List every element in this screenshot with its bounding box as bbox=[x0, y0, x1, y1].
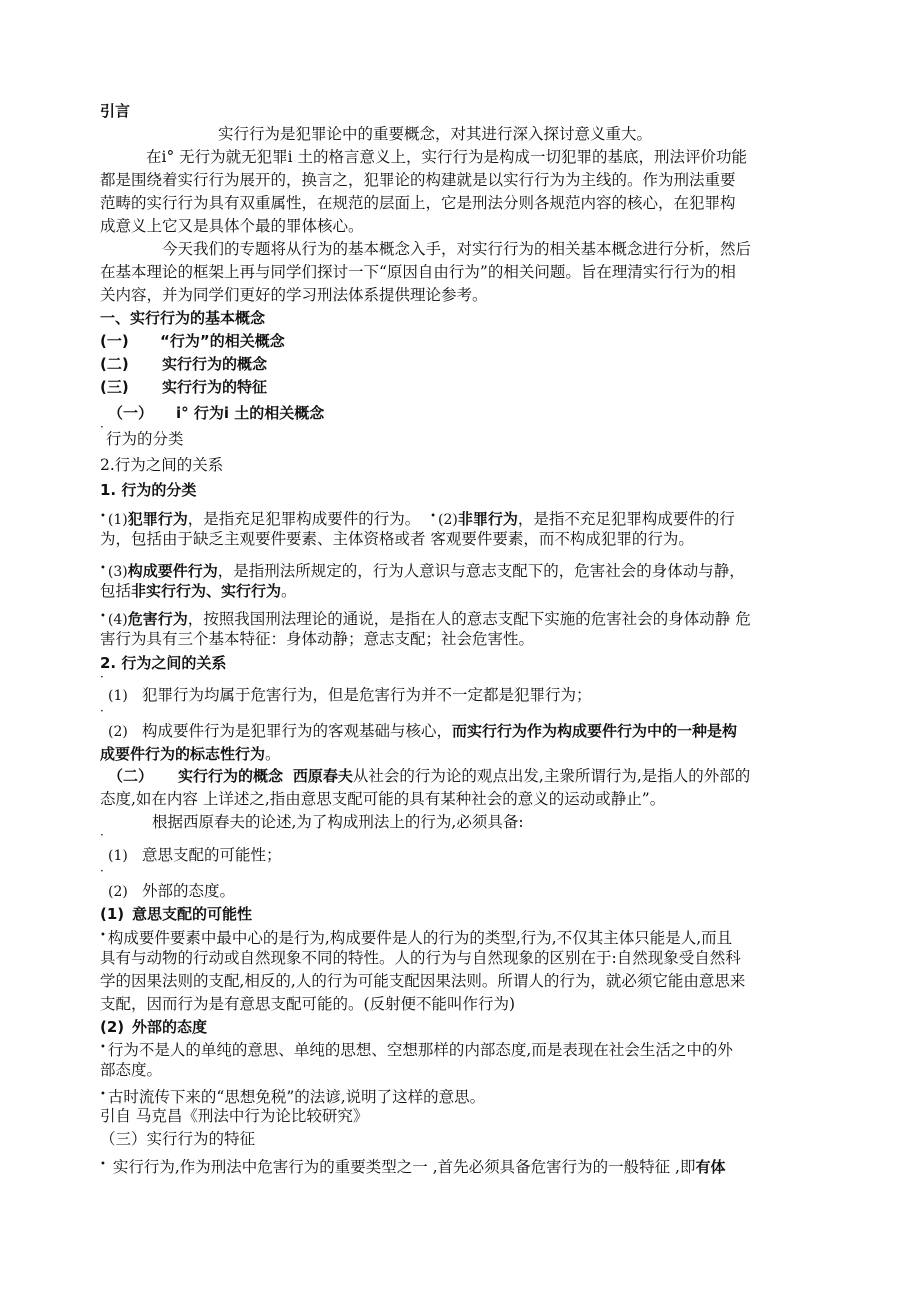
paragraph: 根据西原春夫的论述,为了构成刑法上的行为,必须具备: bbox=[152, 813, 524, 831]
intro-line: 实行行为是犯罪论中的重要概念，对其进行深入探讨意义重大。 bbox=[218, 125, 653, 143]
will-line: 支配，因而行为是有意思支配可能的。(反射便不能叫作行为) bbox=[100, 995, 516, 1013]
text: 构成要件要素中最中心的是行为,构成要件是人的行为的类型,行为,不仅其主体只能是人,而且 bbox=[107, 929, 733, 947]
subsection2-line: 态度,如在内容 上详述之,指由意思支配可能的具有某种社会的意义的运动或静止”。 bbox=[100, 790, 666, 808]
relation-item bbox=[108, 720, 838, 744]
definition: ，是指刑法所规定的，行为人意识与意志支配下的，危害社会的身体动与静， bbox=[217, 562, 745, 580]
toc-item bbox=[100, 353, 830, 376]
definition: ，是指不充足犯罪构成要件的行 bbox=[517, 510, 735, 528]
subsection-title: 实行行为的概念 bbox=[178, 767, 284, 785]
item-number: (1) bbox=[107, 512, 128, 528]
will-line: 具有与动物的行动或自然现象不同的特性。人的行为与自然现象的区别在于:自然现象受自然科 bbox=[100, 949, 741, 967]
para1-line: 成意义上它又是具体个最的罪体核心。 bbox=[100, 217, 364, 235]
bullet-dot bbox=[100, 680, 104, 682]
item-number: (1) bbox=[100, 905, 125, 923]
item-text: 外部的态度。 bbox=[142, 882, 236, 900]
item-number: (1) bbox=[108, 848, 128, 864]
author-name: 西原春夫 bbox=[292, 767, 353, 785]
item-number: (2) bbox=[438, 512, 458, 528]
para2-line: 关内容，并为同学们更好的学习刑法体系提供理论参考。 bbox=[100, 286, 488, 304]
para1-line: 范畴的实行行为具有双重属性，在规范的层面上，它是刑法分则各规范内容的核心，在犯罪构 bbox=[100, 194, 736, 212]
item-emphasis: 成要件行为的标志性行为 bbox=[100, 745, 266, 763]
bullet-dot bbox=[100, 430, 104, 432]
toc-number: (三) bbox=[100, 378, 129, 396]
heading-relation: 2. 行为之间的关系 bbox=[100, 654, 227, 672]
item-number: (1) bbox=[108, 688, 128, 704]
term: 非实行行为、实行行为 bbox=[131, 582, 282, 600]
toc-text: 实行行为的概念 bbox=[162, 355, 268, 373]
para2-line: 在基本理论的框架上再与同学们探讨一下“原因自由行为”的相关问题。旨在理清实行行为的相 bbox=[100, 263, 736, 281]
text: 。 bbox=[281, 582, 297, 600]
bullet-icon: • bbox=[100, 563, 106, 574]
bullet-icon: • bbox=[100, 1089, 106, 1100]
text: 包括 bbox=[100, 582, 132, 600]
requirement-item bbox=[108, 880, 838, 904]
subsection2-line bbox=[108, 765, 838, 788]
toc-number: (二) bbox=[100, 355, 129, 373]
text: 实行行为,作为刑法中危害行为的重要类型之一 ,首先必须具备危害行为的一般特征 ,即 bbox=[112, 1158, 696, 1176]
para1-line: 都是围绕着实行行为展开的，换言之，犯罪论的构建就是以实行行为为主线的。作为刑法重要 bbox=[100, 171, 736, 189]
requirement-item bbox=[108, 844, 838, 868]
item-text: 犯罪行为均属于危害行为，但是危害行为并不一定都是犯罪行为； bbox=[142, 686, 592, 704]
section1-title: 一、实行行为的基本概念 bbox=[100, 309, 266, 327]
bullet-dot bbox=[100, 874, 104, 876]
will-line: 学的因果法则的支配,相反的,人的行为可能支配因果法则。所谓人的行为，就必须它能由意思来 bbox=[100, 972, 746, 990]
relation-item bbox=[100, 743, 830, 766]
toc-number: (一) bbox=[100, 332, 129, 350]
citation: 引自 马克昌《刑法中行为论比较研究》 bbox=[100, 1107, 369, 1125]
item-text: 意思支配的可能性； bbox=[142, 846, 282, 864]
item-number: (2) bbox=[100, 1018, 125, 1036]
intro-heading: 引言 bbox=[100, 102, 131, 120]
list-item: 行为的分类 bbox=[106, 430, 184, 448]
para1-line: 在i° 无行为就无犯罪i 土的格言意义上，实行行为是构成一切犯罪的基底，刑法评价功能 bbox=[146, 148, 748, 166]
toc-text: 实行行为的特征 bbox=[162, 378, 268, 396]
item-number: (3) bbox=[107, 564, 128, 580]
para2-line: 今天我们的专题将从行为的基本概念入手，对实行行为的相关基本概念进行分析，然后 bbox=[162, 240, 752, 258]
classify-line: 为，包括由于缺乏主观要件要素、主体资格或者 客观要件要素，而不构成犯罪的行为。 bbox=[100, 530, 694, 548]
subsection-title: i° 行为i 土的相关概念 bbox=[176, 404, 325, 422]
bullet-icon: • bbox=[100, 930, 106, 941]
term: 非罪行为 bbox=[457, 510, 518, 528]
term: 犯罪行为 bbox=[127, 510, 188, 528]
bullet-dot bbox=[100, 838, 104, 840]
definition: ，是指充足犯罪构成要件的行为。 bbox=[187, 510, 421, 528]
subsection-number: （二） bbox=[108, 767, 154, 785]
toc-item bbox=[100, 330, 830, 353]
subsection1-heading bbox=[108, 402, 838, 425]
external-line: 部态度。 bbox=[100, 1061, 163, 1079]
list-item: 2.行为之间的关系 bbox=[100, 456, 224, 474]
bullet-icon: • bbox=[100, 611, 106, 622]
item-number: (2) bbox=[108, 724, 128, 740]
classify-line bbox=[100, 580, 830, 603]
heading-text: 意思支配的可能性 bbox=[132, 905, 253, 923]
heading-will bbox=[100, 903, 830, 926]
text: 行为不是人的单纯的意思、单纯的思想、空想那样的内部态度,而是表现在社会生活之中的外 bbox=[107, 1041, 733, 1059]
heading-text: 外部的态度 bbox=[132, 1018, 208, 1036]
definition: ，按照我国刑法理论的通说，是指在人的意志支配下实施的危害社会的身体动静 危 bbox=[187, 610, 751, 628]
relation-item bbox=[108, 684, 838, 708]
item-number: (2) bbox=[108, 884, 128, 900]
text: 。 bbox=[265, 745, 281, 763]
subsection3-heading: （三）实行行为的特征 bbox=[100, 1130, 256, 1148]
bullet-dot bbox=[100, 714, 104, 716]
text: 古时流传下来的“思想免税”的法谚,说明了这样的意思。 bbox=[107, 1088, 486, 1106]
classify-line: 害行为具有三个基本特征：身体动静；意志支配；社会危害性。 bbox=[100, 630, 535, 648]
toc-text: “行为”的相关概念 bbox=[160, 332, 285, 350]
subsection-number: （一） bbox=[108, 404, 154, 422]
heading-classify: 1. 行为的分类 bbox=[100, 481, 197, 499]
bullet-icon: • bbox=[100, 1042, 106, 1053]
term: 危害行为 bbox=[127, 610, 188, 628]
bullet-icon: • bbox=[100, 1159, 106, 1170]
emphasis: 有体 bbox=[695, 1158, 726, 1176]
toc-item bbox=[100, 376, 830, 399]
last-line bbox=[100, 1153, 830, 1179]
item-emphasis: 而实行行为作为构成要件行为中的一种是构 bbox=[452, 722, 738, 740]
item-text: 构成要件行为是犯罪行为的客观基础与核心， bbox=[142, 722, 453, 740]
text: 从社会的行为论的观点出发,主衆所谓行为,是指人的外部的 bbox=[352, 767, 751, 785]
bullet-icon: • bbox=[100, 511, 106, 522]
item-number: (4) bbox=[107, 612, 128, 628]
term: 构成要件行为 bbox=[127, 562, 218, 580]
bullet-icon: • bbox=[430, 511, 437, 522]
